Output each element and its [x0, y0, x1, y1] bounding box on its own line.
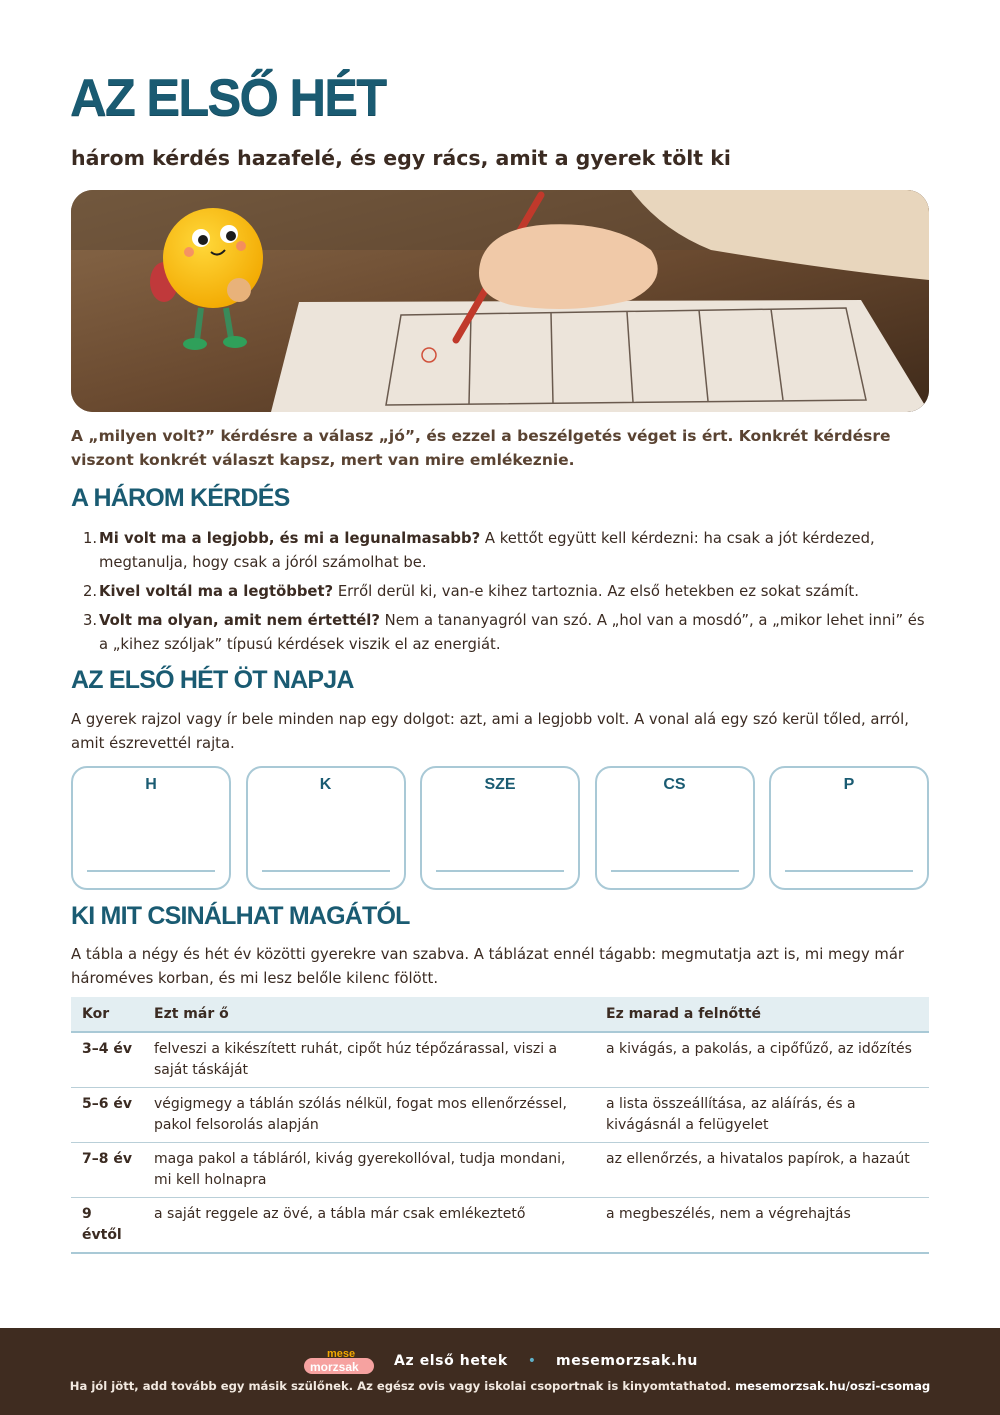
day-box-wednesday[interactable]: [420, 766, 580, 890]
section-title-questions: A HÁROM KÉRDÉS: [71, 484, 290, 512]
list-item: [83, 580, 933, 604]
table-row: [71, 1032, 929, 1088]
page-title: AZ ELSŐ HÉT: [70, 69, 386, 127]
question-list: [83, 527, 933, 662]
cell-age: 3–4 év: [71, 1032, 143, 1088]
writing-line: [87, 870, 215, 872]
cell-adult: a kivágás, a pakolás, a cipőfűző, az időzítés: [595, 1032, 929, 1088]
list-number: 2.: [83, 583, 98, 600]
table-row: [71, 1198, 929, 1254]
question-text: Erről derül ki, van-e kihez tartoznia. Az első hetekben ez sokat számít.: [333, 583, 859, 600]
cell-adult: a lista összeállítása, az aláírás, és a kivágásnál a felügyelet: [595, 1088, 929, 1143]
list-item: [83, 609, 933, 657]
section-title-table: KI MIT CSINÁLHAT MAGÁTÓL: [71, 902, 410, 930]
cell-adult: a megbeszélés, nem a végrehajtás: [595, 1198, 929, 1254]
day-label: H: [145, 776, 157, 793]
logo-top-text: mese: [327, 1348, 356, 1360]
paper-sheet: [271, 300, 929, 412]
hero-illustration: [71, 190, 929, 412]
footer-series-title: Az első hetek: [394, 1353, 508, 1369]
mesemorzsak-logo[interactable]: [302, 1346, 378, 1376]
age-table: [71, 997, 929, 1254]
day-box-tuesday[interactable]: [246, 766, 406, 890]
question-bold: Volt ma olyan, amit nem értettél?: [99, 612, 380, 629]
cell-age: 5–6 év: [71, 1088, 143, 1143]
list-number: 1.: [83, 530, 98, 547]
cell-child: maga pakol a tábláról, kivág gyerekollóval, tudja mondani, mi kell holnapra: [143, 1143, 595, 1198]
cell-child: végigmegy a táblán szólás nélkül, fogat mos ellenőrzéssel, pakol felsorolás alapján: [143, 1088, 595, 1143]
hero-photo: [71, 190, 929, 412]
table-header-row: [71, 997, 929, 1032]
question-bold: Mi volt ma a legjobb, és mi a legunalmasabb?: [99, 530, 481, 547]
day-label: P: [843, 776, 855, 793]
footer-note-link[interactable]: mesemorzsak.hu/oszi-csomag: [735, 1379, 931, 1393]
writing-line: [785, 870, 913, 872]
cell-age: 7–8 év: [71, 1143, 143, 1198]
table-row: [71, 1088, 929, 1143]
cell-age: 9 évtől: [71, 1198, 143, 1254]
list-item: [83, 527, 933, 575]
table-row: [71, 1143, 929, 1198]
day-label: K: [319, 776, 332, 793]
footer-note-text: Ha jól jött, add tovább egy másik szülőnek. Az egész ovis vagy iskolai csoportnak is kinyomtathatod.: [69, 1379, 736, 1393]
cell-child: felveszi a kikészített ruhát, cipőt húz tépőzárassal, viszi a saját táskáját: [143, 1032, 595, 1088]
section-title-week: AZ ELSŐ HÉT ÖT NAPJA: [71, 666, 354, 694]
day-label: CS: [663, 776, 686, 793]
day-label: SZE: [484, 776, 516, 793]
cell-child: a saját reggele az övé, a tábla már csak emlékeztető: [143, 1198, 595, 1254]
table-intro: A tábla a négy és hét év közötti gyerekre van szabva. A táblázat ennél tágabb: megmutatja azt is, mi megy már hároméves korban, és mi lesz belőle kilenc fölött.: [71, 946, 904, 987]
cell-adult: az ellenőrzés, a hivatalos papírok, a hazaút: [595, 1143, 929, 1198]
column-header-adult: Ez marad a felnőtté: [595, 997, 929, 1032]
day-box-thursday[interactable]: [595, 766, 755, 890]
page-subtitle: három kérdés hazafelé, és egy rács, amit a gyerek tölt ki: [71, 146, 731, 170]
week-instructions: A gyerek rajzol vagy ír bele minden nap egy dolgot: azt, ami a legjobb volt. A vonal alá egy szó kerül tőled, arról, amit észrevettél rajta.: [71, 711, 909, 752]
writing-line: [611, 870, 739, 872]
column-header-child: Ezt már ő: [143, 997, 595, 1032]
question-bold: Kivel voltál ma a legtöbbet?: [99, 583, 334, 600]
footer-separator: •: [527, 1353, 537, 1369]
question-text: A kettőt együtt kell kérdezni: ha csak a jót kérdezed, megtanulja, hogy csak a jóról számolhat be.: [99, 530, 875, 571]
list-number: 3.: [83, 612, 98, 629]
day-grid: [71, 766, 929, 890]
logo-bottom-text: morzsak: [310, 1360, 359, 1374]
column-header-age: Kor: [71, 997, 143, 1032]
page-footer: [0, 1328, 1000, 1415]
footer-site-link[interactable]: mesemorzsak.hu: [556, 1353, 698, 1369]
writing-line: [436, 870, 564, 872]
day-box-friday[interactable]: [769, 766, 929, 890]
footer-note: [0, 1379, 1000, 1393]
question-text: Nem a tananyagról van szó. A „hol van a mosdó”, a „mikor lehet inni” és a „kihez szóljak” típusú kérdések viszik el az energiát.: [99, 612, 925, 653]
day-box-monday[interactable]: [71, 766, 231, 890]
writing-line: [262, 870, 390, 872]
intro-paragraph: A „milyen volt?” kérdésre a válasz „jó”, és ezzel a beszélgetés véget is ért. Konkrét kérdésre viszont konkrét választ kapsz, mert van mire emlékeznie.: [71, 427, 891, 469]
